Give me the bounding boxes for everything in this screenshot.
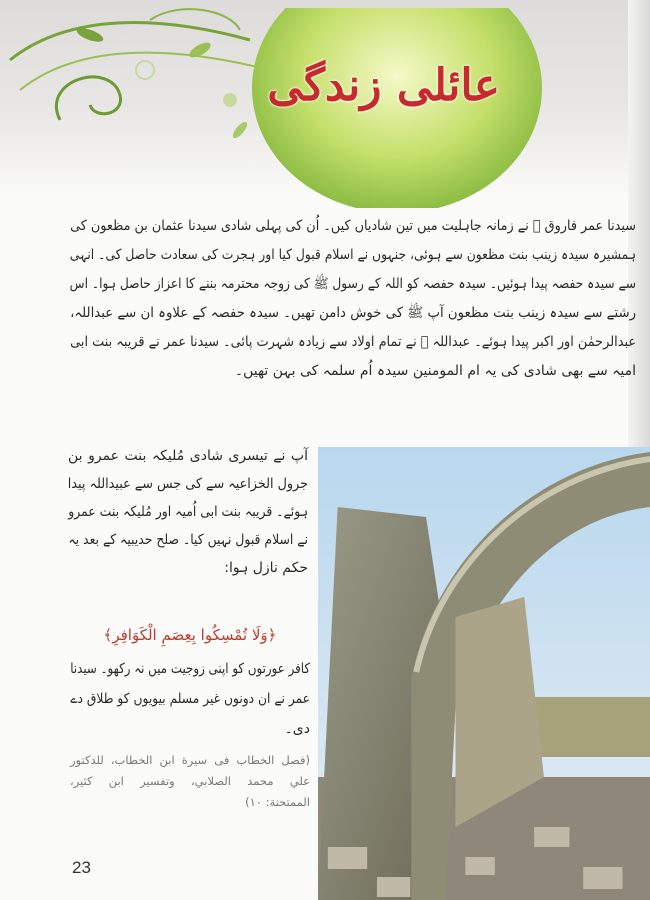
quran-verse-text: ﴿وَلَا تُمْسِكُوا بِعِصَمِ الْكَوَافِرِ﴾ <box>103 626 277 644</box>
paragraph-line: امیہ سے بھی شادی کی یہ ام المومنین سیدہ اُم سلمہ کی بہن تھیں۔ <box>234 363 636 379</box>
stone-arch-ruins-photo <box>318 447 650 900</box>
reference-line: (فصل الخطاب فی سیرة ابن الخطاب، للدكتور <box>70 753 310 767</box>
column-line: دی۔ <box>284 721 310 737</box>
column-paragraph-2 <box>70 654 310 744</box>
paragraph-line: رشتے سے سیدہ زینب بنت مظعون آپ ﷺ کی خوش دامن تھیں۔ سیدہ حفصہ کے علاوہ ان سے عبداللہ، <box>70 305 637 321</box>
column-paragraph <box>68 442 308 582</box>
page-number: 23 <box>72 858 91 877</box>
column-line: آپ نے تیسری شادی مُلیکہ بنت عمرو بن <box>68 448 308 464</box>
column-line: حکم نازل ہوا: <box>224 560 308 576</box>
quran-verse <box>90 624 290 646</box>
column-line: نے اسلام قبول نہیں کیا۔ صلح حدیبیہ کے بعد یہ <box>68 532 308 548</box>
paragraph-line: ہمشیرہ سیدہ زینب بنت مظعون سے ہوئی، جنہوں نے اسلام قبول کیا اور ہجرت کی سعادت حاصل کی۔ انہی <box>69 247 636 263</box>
paragraph-line: عبدالرحمٰن اور اکبر پیدا ہوئے۔ عبداللہ ﷛ نے تمام اولاد سے زیادہ شہرت پائی۔ سیدنا عمر نے قریبہ بنت ابی <box>70 334 636 350</box>
reference-line: الممتحنة: ١٠) <box>245 795 310 809</box>
column-line: عمر نے ان دونوں غیر مسلم بیویوں کو طلاق دے <box>70 691 311 707</box>
reference-citation <box>70 750 310 813</box>
paragraph-line: سے سیدہ حفصہ پیدا ہوئیں۔ سیدہ حفصہ کو اللہ کے رسول ﷺ کی زوجہ محترمہ بننے کا اعزاز حاصل ہوا۔ اس <box>69 276 637 292</box>
paragraph-line: سیدنا عمر فاروق ﷛ نے زمانہ جاہلیت میں تین شادیاں کیں۔ اُن کی پہلی شادی سیدنا عثمان بن مظعون کی <box>70 218 636 234</box>
intro-paragraph <box>70 212 636 386</box>
column-line: کافر عورتوں کو اپنی زوجیت میں نہ رکھو۔ سیدنا <box>70 661 311 677</box>
page-title: عائلی زندگی <box>267 60 500 111</box>
column-line: ہوئے۔ قریبہ بنت ابی اُمیہ اور مُلیکہ بنت عمرو <box>68 504 308 520</box>
column-line: جرول الخزاعیہ سے کی جس سے عبیداللہ پیدا <box>67 476 309 492</box>
reference-line: علي محمد الصلابي، وتفسير ابن كثير، <box>70 774 310 788</box>
floral-swirl-decoration <box>0 0 280 170</box>
